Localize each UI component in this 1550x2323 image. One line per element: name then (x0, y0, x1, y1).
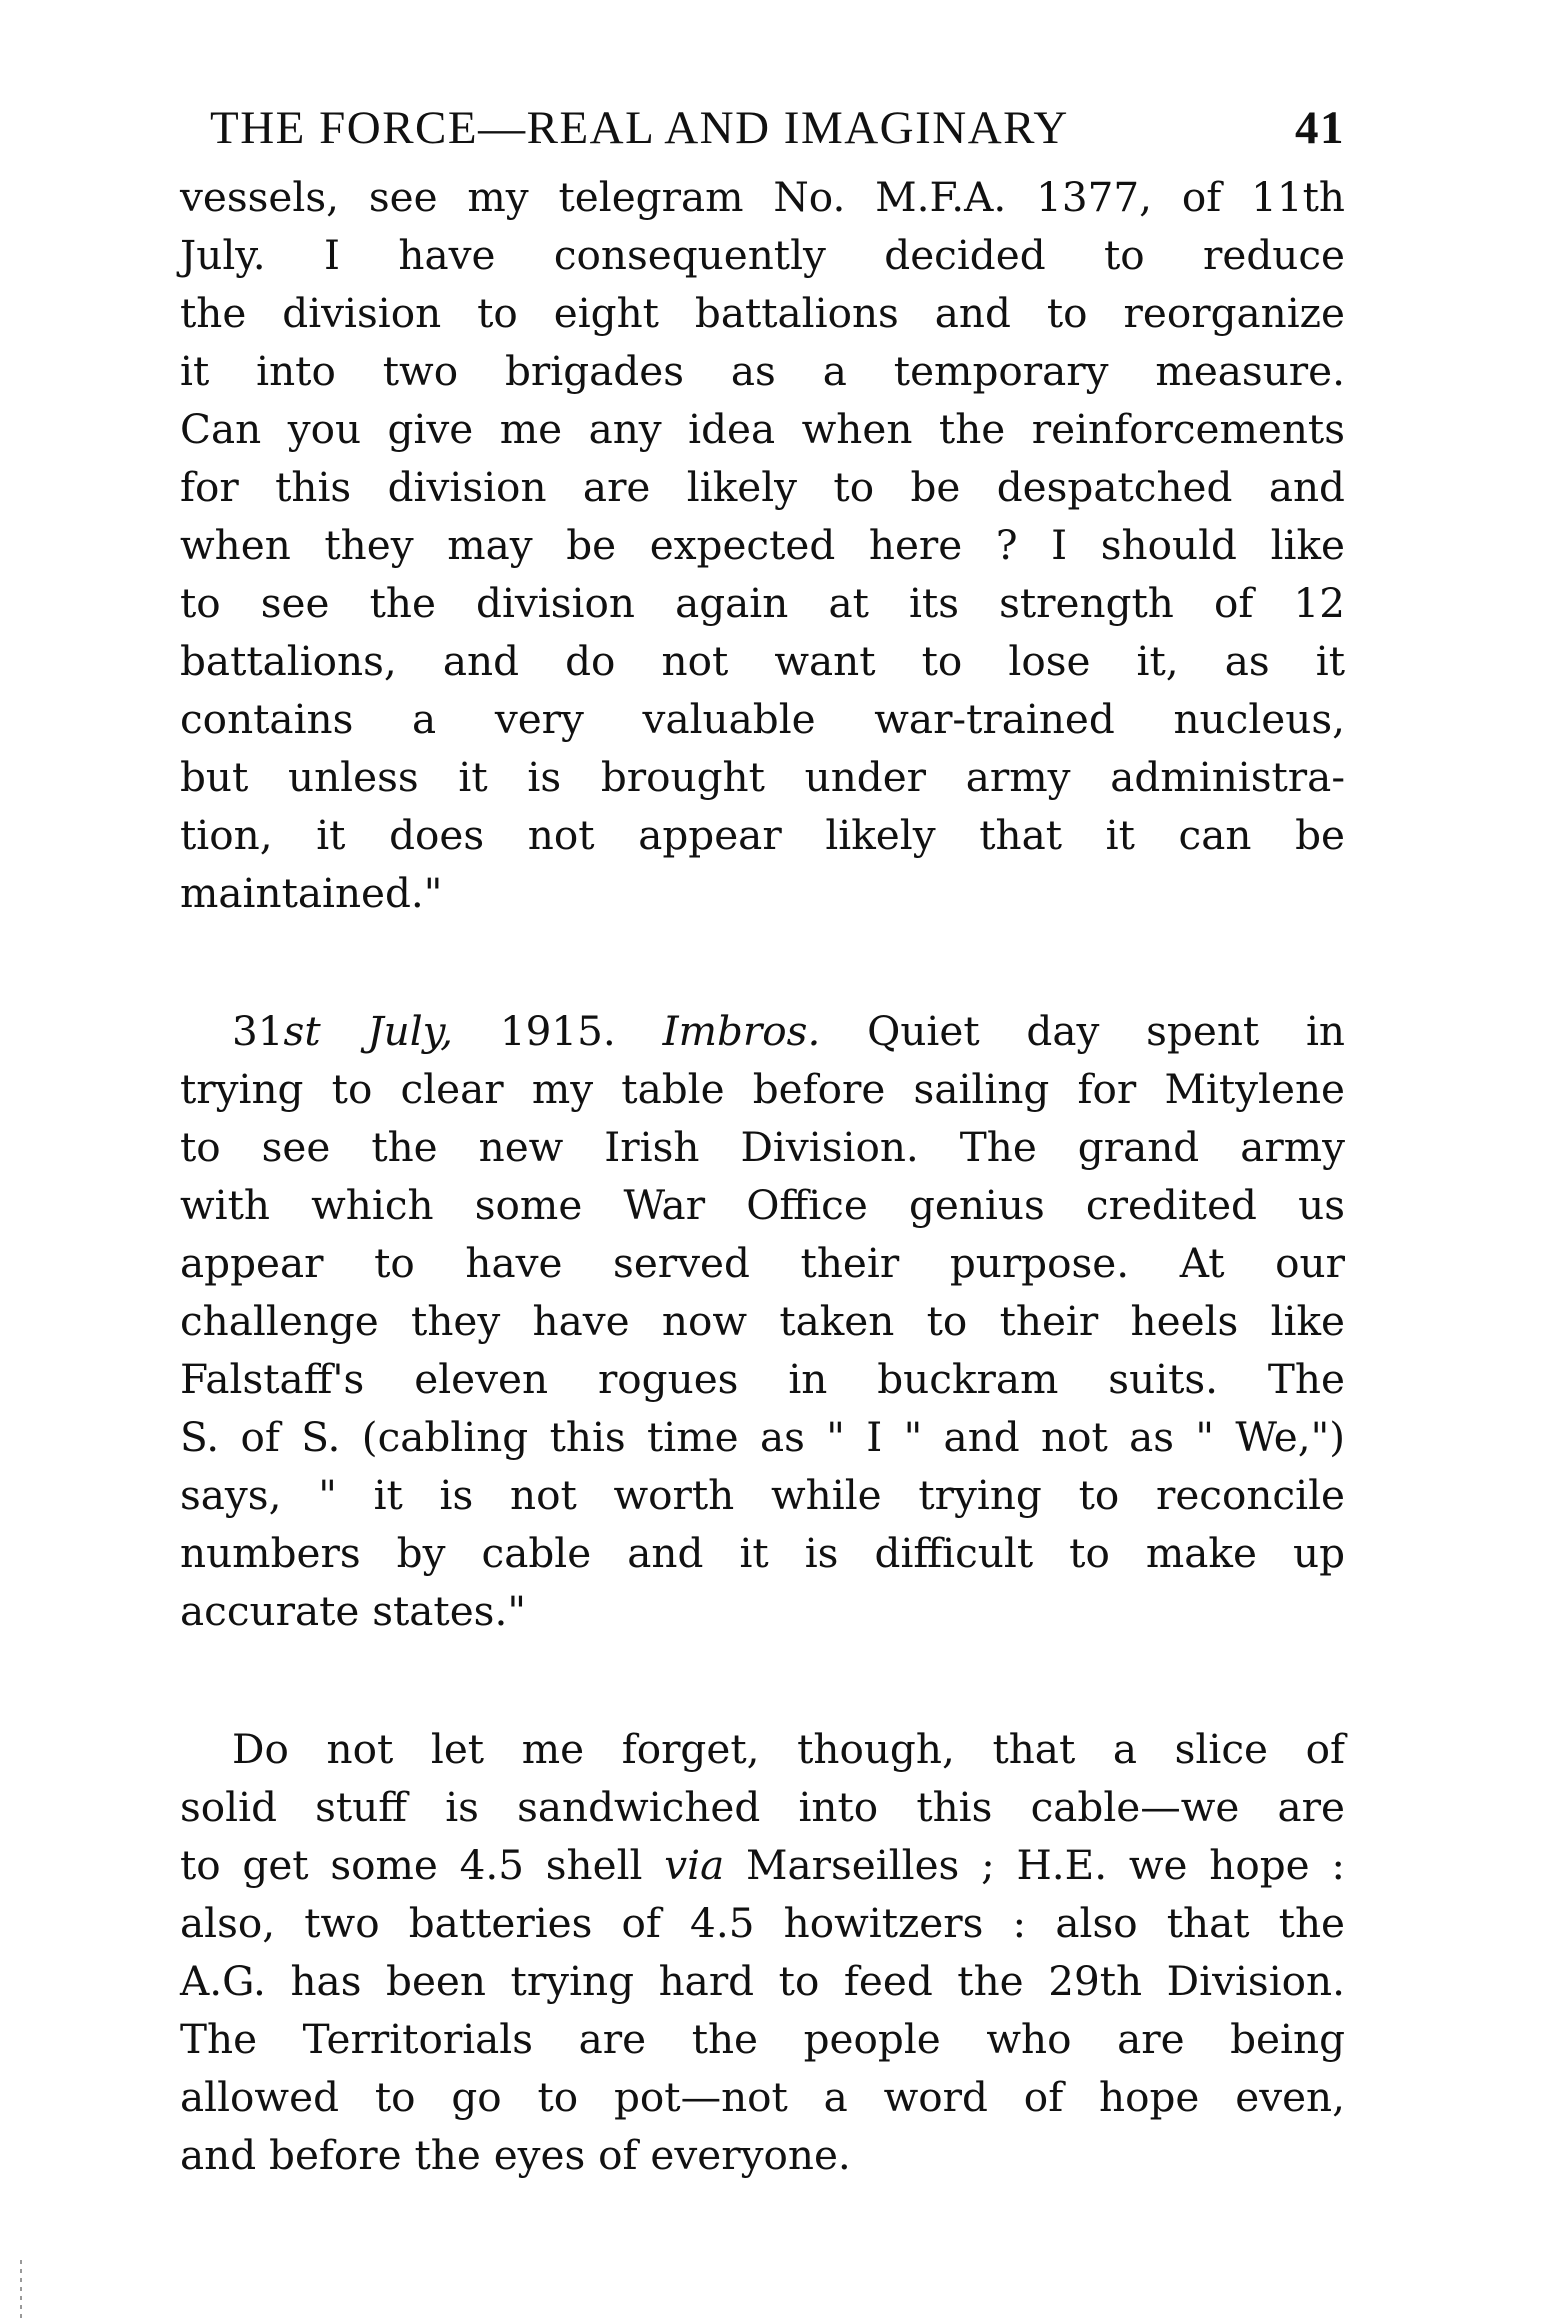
text-line: The Territorials are the people who are being (180, 2015, 1345, 2063)
italic-word: via (664, 1841, 725, 1889)
text-line: to see the division again at its strength of 12 (180, 579, 1345, 627)
text-line: Do not let me forget, though, that a slice of (232, 1725, 1345, 1773)
text-line: to see the new Irish Division. The grand army (180, 1123, 1345, 1171)
text-line: contains a very valuable war-trained nucleus, (180, 695, 1345, 743)
text-line: trying to clear my table before sailing for Mitylene (180, 1065, 1345, 1113)
entry-place: Imbros. (662, 1007, 821, 1055)
entry-date-day: 31st (232, 1007, 321, 1055)
entry-date-month: July, (367, 1007, 454, 1055)
text-line: appear to have served their purpose. At our (180, 1239, 1345, 1287)
book-page (180, 0, 1345, 2323)
text-line: battalions, and do not want to lose it, as it (180, 637, 1345, 685)
entry-text: Quiet day spent in (867, 1007, 1346, 1055)
text-line: July. I have consequently decided to reduce (180, 231, 1345, 279)
text-line: Can you give me any idea when the reinforcements (180, 405, 1345, 453)
text-line-with-italic: to get some 4.5 shell via Marseilles ; H.E. we hope : (180, 1841, 1345, 1889)
text-line: it into two brigades as a temporary measure. (180, 347, 1345, 395)
text-line: with which some War Office genius credited us (180, 1181, 1345, 1229)
text-line: for this division are likely to be despatched and (180, 463, 1345, 511)
entry-date-year: 1915. (499, 1007, 616, 1055)
text-line: says, " it is not worth while trying to reconcile (180, 1471, 1345, 1519)
scan-edge-mark (20, 2260, 22, 2320)
text-line: challenge they have now taken to their heels like (180, 1297, 1345, 1345)
page-number: 41 (1295, 102, 1345, 154)
text-line: Falstaff's eleven rogues in buckram suits. The (180, 1355, 1345, 1403)
text-line: maintained." (180, 869, 443, 917)
text-line: the division to eight battalions and to reorganize (180, 289, 1345, 337)
text-line: allowed to go to pot—not a word of hope even, (180, 2073, 1345, 2121)
text-line: when they may be expected here ? I should like (180, 521, 1345, 569)
text-line: also, two batteries of 4.5 howitzers : also that the (180, 1899, 1345, 1947)
text-line: and before the eyes of everyone. (180, 2131, 851, 2179)
text-line: S. of S. (cabling this time as " I " and not as " We,") (180, 1413, 1345, 1461)
text-line: but unless it is brought under army administra- (180, 753, 1345, 801)
diary-entry-first-line (180, 1002, 1345, 1060)
running-head (210, 98, 1345, 158)
text-line: numbers by cable and it is difficult to make up (180, 1529, 1345, 1577)
running-head-title: THE FORCE—REAL AND IMAGINARY (210, 102, 1069, 154)
text-line: tion, it does not appear likely that it can be (180, 811, 1345, 859)
text-line: solid stuff is sandwiched into this cable—we are (180, 1783, 1345, 1831)
text-line: A.G. has been trying hard to feed the 29th Division. (180, 1957, 1345, 2005)
text-line: vessels, see my telegram No. M.F.A. 1377, of 11th (180, 173, 1345, 221)
text-line: accurate states." (180, 1587, 526, 1635)
